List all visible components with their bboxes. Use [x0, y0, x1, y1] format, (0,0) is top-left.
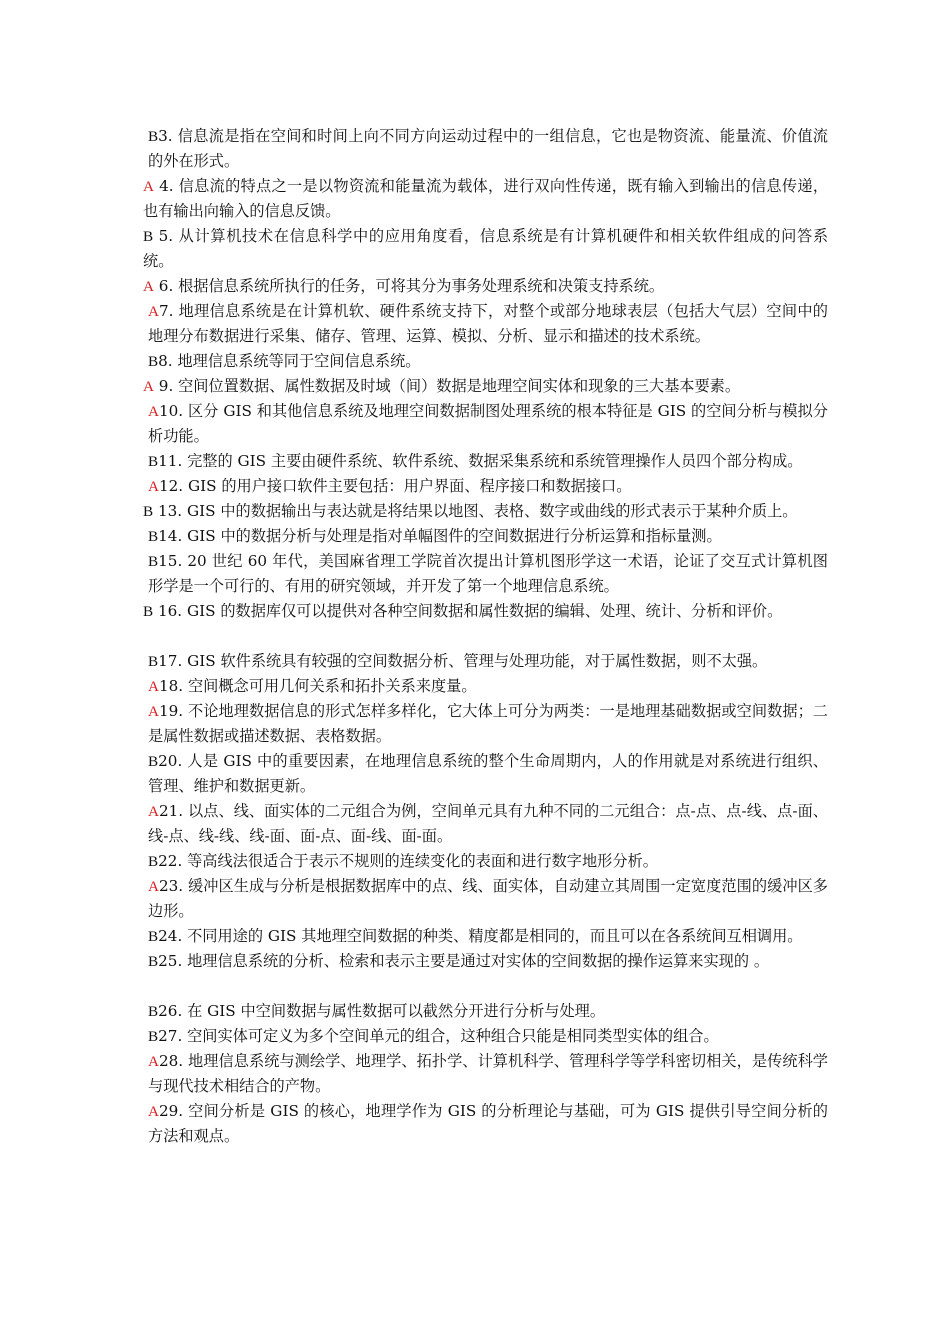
- question-number: 26.: [158, 1002, 183, 1020]
- question-item: [143, 599, 828, 624]
- question-text: GIS 软件系统具有较强的空间数据分析、管理与处理功能，对于属性数据，则不太强。: [182, 652, 768, 670]
- question-item: [143, 674, 828, 699]
- answer-marker: B: [148, 928, 159, 945]
- question-number: 12.: [158, 477, 184, 495]
- question-text: 地理信息系统是在计算机软、硬件系统支持下，对整个或部分地球表层（包括大气层）空间中的地理分布数据进行采集、储存、管理、运算、模拟、分析、显示和描述的技术系统。: [148, 302, 828, 345]
- question-item: [143, 924, 828, 949]
- question-item: [143, 949, 828, 974]
- question-list: [143, 124, 828, 1149]
- question-text: GIS 的数据库仅可以提供对各种空间数据和属性数据的编辑、处理、统计、分析和评价。: [182, 602, 783, 620]
- question-number: 21.: [158, 802, 184, 820]
- answer-marker: A: [148, 703, 159, 720]
- answer-marker: A: [148, 1053, 159, 1070]
- answer-marker: B: [148, 528, 159, 545]
- question-text: 空间位置数据、属性数据及时域（间）数据是地理空间实体和现象的三大基本要素。: [173, 377, 741, 395]
- answer-marker: A: [143, 278, 154, 295]
- question-number: 28.: [158, 1052, 184, 1070]
- question-text: 不同用途的 GIS 其地理空间数据的种类、精度都是相同的，而且可以在各系统间互相调用。: [182, 927, 803, 945]
- question-item: [143, 374, 828, 399]
- question-text: 空间实体可定义为多个空间单元的组合，这种组合只能是相同类型实体的组合。: [182, 1027, 719, 1045]
- answer-marker: A: [148, 403, 159, 420]
- question-text: 完整的 GIS 主要由硬件系统、软件系统、数据采集系统和系统管理操作人员四个部分构成。: [182, 452, 803, 470]
- answer-marker: B: [148, 1003, 159, 1020]
- question-text: 以点、线、面实体的二元组合为例，空间单元具有九种不同的二元组合：点-点、点-线、点-面、线-点、线-线、线-面、面-点、面-线、面-面。: [148, 802, 828, 845]
- answer-marker: B: [143, 503, 154, 520]
- question-number: 9.: [153, 377, 174, 395]
- question-number: 16.: [153, 602, 183, 620]
- question-item: [143, 1049, 828, 1099]
- question-text: 从计算机技术在信息科学中的应用角度看，信息系统是有计算机硬件和相关软件组成的问答系统。: [143, 227, 829, 270]
- question-number: 13.: [153, 502, 183, 520]
- question-number: 7.: [158, 302, 174, 320]
- question-item: [143, 1099, 828, 1149]
- question-item: [143, 399, 828, 449]
- answer-marker: B: [148, 553, 159, 570]
- question-text: GIS 中的数据分析与处理是指对单幅图件的空间数据进行分析运算和指标量测。: [182, 527, 722, 545]
- blank-line: [143, 974, 828, 999]
- question-text: 空间分析是 GIS 的核心，地理学作为 GIS 的分析理论与基础，可为 GIS 提供引导空间分析的方法和观点。: [148, 1102, 828, 1145]
- question-number: 24.: [158, 927, 183, 945]
- question-item: [143, 1024, 828, 1049]
- question-item: [143, 849, 828, 874]
- answer-marker: A: [143, 178, 154, 195]
- question-text: 等高线法很适合于表示不规则的连续变化的表面和进行数字地形分析。: [182, 852, 658, 870]
- question-text: 不论地理数据信息的形式怎样多样化，它大体上可分为两类：一是地理基础数据或空间数据；二是属性数据或描述数据、表格数据。: [148, 702, 828, 745]
- question-number: 25.: [158, 952, 183, 970]
- answer-marker: B: [148, 753, 159, 770]
- question-text: 20 世纪 60 年代，美国麻省理工学院首次提出计算机图形学这一术语，论证了交互式计算机图形学是一个可行的、有用的研究领域，并开发了第一个地理信息系统。: [148, 552, 828, 595]
- question-number: 19.: [158, 702, 184, 720]
- question-number: 27.: [158, 1027, 183, 1045]
- answer-marker: A: [148, 303, 159, 320]
- question-number: 3.: [158, 127, 173, 145]
- question-item: [143, 474, 828, 499]
- question-number: 17.: [158, 652, 183, 670]
- question-item: [143, 449, 828, 474]
- question-item: [143, 874, 828, 924]
- question-text: 人是 GIS 中的重要因素，在地理信息系统的整个生命周期内，人的作用就是对系统进行组织、管理、维护和数据更新。: [148, 752, 828, 795]
- question-text: 缓冲区生成与分析是根据数据库中的点、线、面实体，自动建立其周围一定宽度范围的缓冲区多边形。: [148, 877, 828, 920]
- answer-marker: B: [148, 353, 159, 370]
- question-number: 5.: [153, 227, 174, 245]
- question-text: GIS 的用户接口软件主要包括：用户界面、程序接口和数据接口。: [183, 477, 632, 495]
- question-number: 10.: [158, 402, 184, 420]
- blank-line: [143, 624, 828, 649]
- question-text: 空间概念可用几何关系和拓扑关系来度量。: [183, 677, 477, 695]
- question-number: 8.: [158, 352, 173, 370]
- question-item: [143, 749, 828, 799]
- answer-marker: A: [148, 803, 159, 820]
- question-text: 地理信息系统的分析、检索和表示主要是通过对实体的空间数据的操作运算来实现的 。: [182, 952, 770, 970]
- answer-marker: A: [148, 678, 159, 695]
- question-text: 地理信息系统等同于空间信息系统。: [172, 352, 421, 370]
- answer-marker: A: [148, 878, 159, 895]
- answer-marker: A: [143, 378, 154, 395]
- answer-marker: B: [148, 953, 159, 970]
- question-item: [143, 524, 828, 549]
- question-number: 18.: [158, 677, 184, 695]
- question-item: [143, 799, 828, 849]
- question-item: [143, 124, 828, 174]
- question-item: [143, 299, 828, 349]
- answer-marker: A: [148, 1103, 159, 1120]
- answer-marker: B: [148, 853, 159, 870]
- question-number: 29.: [158, 1102, 184, 1120]
- question-text: 信息流的特点之一是以物资流和能量流为载体，进行双向性传递，既有输入到输出的信息传递，也有输出向输入的信息反馈。: [143, 177, 829, 220]
- answer-marker: B: [148, 653, 159, 670]
- question-number: 20.: [158, 752, 183, 770]
- question-number: 4.: [153, 177, 174, 195]
- question-number: 15.: [158, 552, 183, 570]
- answer-marker: B: [143, 228, 154, 245]
- question-number: 23.: [158, 877, 184, 895]
- answer-marker: B: [148, 453, 159, 470]
- question-text: 在 GIS 中空间数据与属性数据可以截然分开进行分析与处理。: [182, 1002, 606, 1020]
- question-text: 区分 GIS 和其他信息系统及地理空间数据制图处理系统的根本特征是 GIS 的空间分析与模拟分析功能。: [148, 402, 828, 445]
- question-text: 信息流是指在空间和时间上向不同方向运动过程中的一组信息，它也是物资流、能量流、价值流的外在形式。: [148, 127, 828, 170]
- question-item: [143, 549, 828, 599]
- question-item: [143, 349, 828, 374]
- question-item: [143, 499, 828, 524]
- question-item: [143, 224, 828, 274]
- question-item: [143, 649, 828, 674]
- answer-marker: B: [148, 128, 159, 145]
- question-number: 6.: [153, 277, 174, 295]
- answer-marker: A: [148, 478, 159, 495]
- question-number: 22.: [158, 852, 183, 870]
- answer-marker: B: [143, 603, 154, 620]
- question-number: 11.: [158, 452, 183, 470]
- question-item: [143, 274, 828, 299]
- question-text: GIS 中的数据输出与表达就是将结果以地图、表格、数字或曲线的形式表示于某种介质上。: [182, 502, 798, 520]
- question-text: 地理信息系统与测绘学、地理学、拓扑学、计算机科学、管理科学等学科密切相关，是传统科学与现代技术相结合的产物。: [148, 1052, 828, 1095]
- question-text: 根据信息系统所执行的任务，可将其分为事务处理系统和决策支持系统。: [173, 277, 665, 295]
- question-number: 14.: [158, 527, 183, 545]
- answer-marker: B: [148, 1028, 159, 1045]
- question-item: [143, 174, 828, 224]
- question-item: [143, 999, 828, 1024]
- question-item: [143, 699, 828, 749]
